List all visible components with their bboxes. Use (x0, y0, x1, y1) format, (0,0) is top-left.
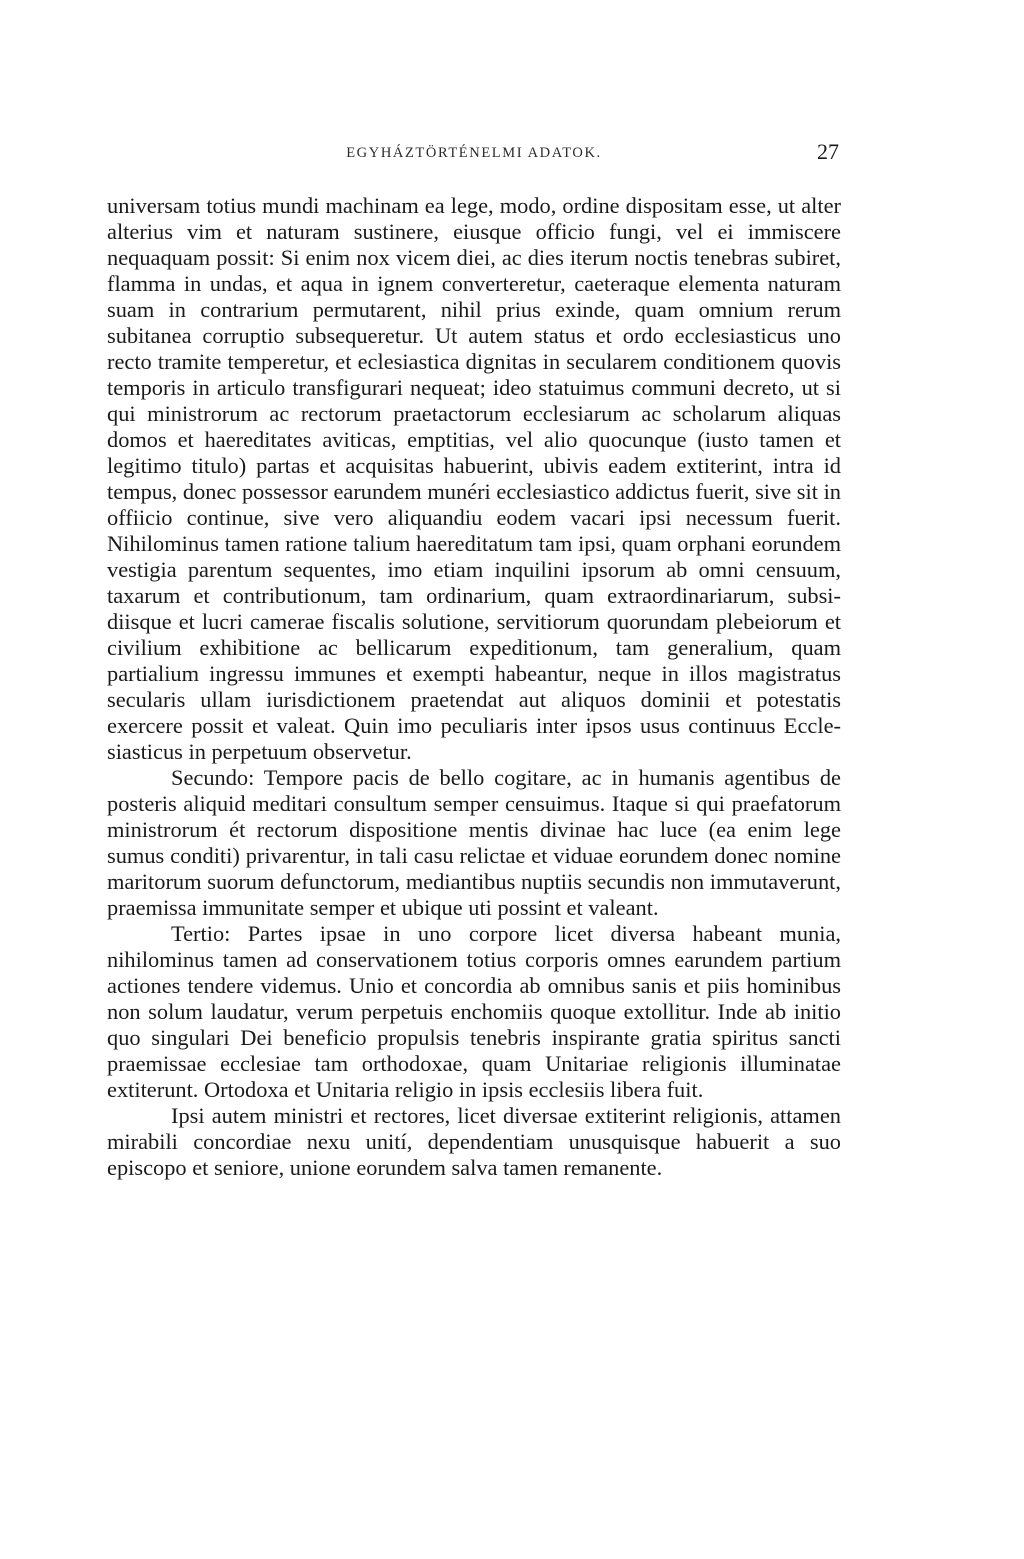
page-header (107, 141, 841, 171)
paragraph-secundo: Secundo: Tempore pacis de bello cogitare, ac in humanis agentibus de posteris aliquid meditari consultum semper censuimus. Itaque si qui praefatorum ministrorum ét rectorum dispositione mentis divinae hac luce (ea enim lege sumus conditi) privarentur, in tali casu relictae et viduae eorundem donec nomine maritorum suorum defunctorum, mediantibus nuptiis secundis non immutaverunt, praemissa immunitate semper et ubique uti possint et valeant. (107, 765, 841, 920)
running-head: EGYHÁZTÖRTÉNELMI ADATOK. (346, 145, 602, 161)
page-number: 27 (817, 139, 839, 164)
page-body (107, 193, 841, 1181)
paragraph-tertio: Tertio: Partes ipsae in uno corpore licet diversa habeant munia, nihilominus tamen ad conservationem totius corporis omnes earundem partium actiones tendere videmus. Unio et concordia ab omnibus sanis et piis hominibus non solum laudatur, verum perpetuis enchomiis quoque extollitur. Inde ab initio quo singulari Dei beneficio propulsis tenebris inspirante gratia spiritus sancti praemissae ecclesiae tam orthodoxae, quam Unitariae religionis illuminatae extiterunt. Ortodoxa et Unitaria religio in ipsis ecclesiis libera fuit. (107, 921, 841, 1102)
paragraph-1: universam totius mundi machinam ea lege, modo, ordine dispositam esse, ut alter alterius vim et naturam sustinere, eiusque officio fungi, vel ei immiscere nequaquam possit: Si enim nox vicem diei, ac dies iterum noctis tenebras subiret, flamma in undas, et aqua in ignem converteretur, caeteraque elementa naturam suam in contrarium permutarent, nihil prius exinde, quam omnium rerum subitanea corruptio subsequeretur. Ut autem status et ordo ecclesiasticus uno recto tramite temperetur, et eclesiastica dignitas in secularem conditionem quovis temporis in articulo transfigurari nequeat; ideo statuimus communi decreto, ut si qui ministrorum ac rectorum praetactorum ecclesiarum ac scholarum aliquas domos et haereditates aviticas, emptitias, vel alio quocunque (iusto tamen et legitimo titulo) partas et acquisitas habuerint, ubivis eadem extiterint, intra id tempus, donec possessor earundem munéri ecclesiastico addictus fuerit, sive sit in offiicio continue, sive vero aliquandiu eodem vacari ipsi necessum fuerit. Nihilominus tamen ratione talium haereditatum tam ipsi, quam orphani eorundem vestigia parentum sequentes, imo etiam inquilini ipsorum ab omni censuum, taxarum et contributionum, tam ordinarium, quam extraordinariarum, subsidiisque et lucri camerae fiscalis solutione, servitiorum quorundam plebeiorum et civilium exhibitione ac bellicarum expeditionum, tam generalium, quam partialium ingressu immunes et exempti habeantur, neque in illos magistratus secularis ullam iurisdictionem praetendat aut aliquos dominii et potestatis exercere possit et valeat. Quin imo peculiaris inter ipsos usus continuus Ecclesiasticus in perpetuum observetur. (107, 193, 841, 764)
paragraph-ipsi: Ipsi autem ministri et rectores, licet diversae extiterint religionis, attamen mirabili concordiae nexu unití, dependentiam unusquisque habuerit a suo episcopo et seniore, unione eorundem salva tamen remanente. (107, 1103, 841, 1180)
